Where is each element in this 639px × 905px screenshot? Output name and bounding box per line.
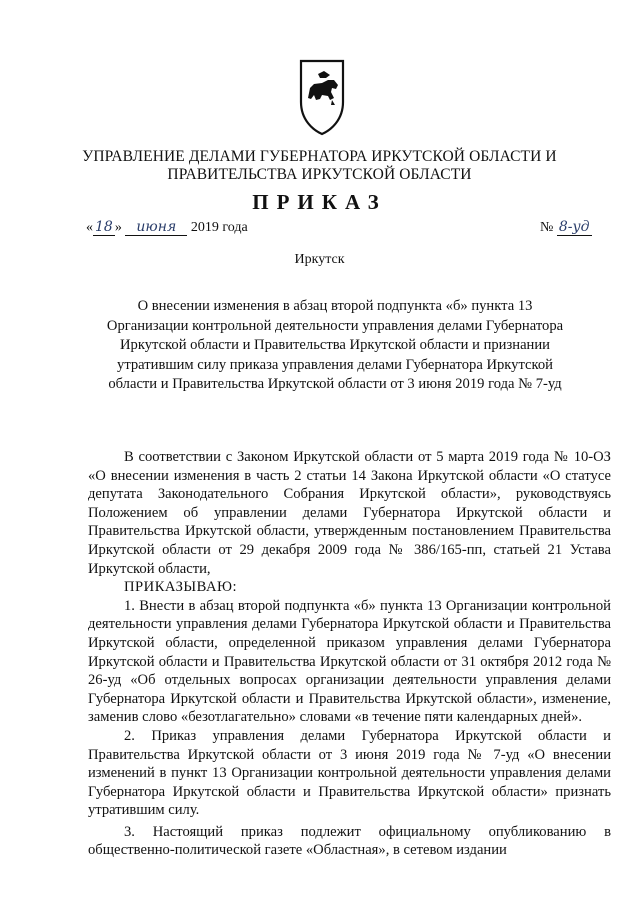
date-month: июня	[125, 219, 187, 236]
document-subject: О внесении изменения в абзац второй подпункта «б» пункта 13 Организации контрольной деятельности управления делами Губернатора Иркутской области и Правительства Иркутской области и признании утратившим силу приказа управления делами Губернатора Иркутской области и Правительства Иркутской области от 3 июня 2019 года № 7-уд	[106, 298, 564, 392]
document-type: ПРИКАЗ	[252, 190, 387, 214]
date-quote-open: «	[86, 220, 93, 235]
decree-word: ПРИКАЗЫВАЮ:	[124, 579, 238, 596]
date-day: 18	[95, 219, 113, 235]
document-city: Иркутск	[294, 252, 345, 267]
document-body	[88, 448, 611, 860]
coat-of-arms-icon	[298, 58, 346, 136]
document-number	[540, 219, 592, 236]
item-1-paragraph: 1. Внести в абзац второй подпункта «б» пункта 13 Организации контрольной деятельности управления делами Губернатора Иркутской области и Правительства Иркутской области, определенной приказом управления делами Губернатора Иркутской области и Правительства Иркутской области от 31 октября 2012 года № 26-уд «Об отдельных вопросах организации деятельности управления делами Губернатора Иркутской области и Правительства Иркутской области», изменение, заменив слово «безотлагательно» словами «в течение пяти календарных дней».	[88, 597, 611, 726]
issuing-agency: УПРАВЛЕНИЕ ДЕЛАМИ ГУБЕРНАТОРА ИРКУТСКОЙ ОБЛАСТИ И ПРАВИТЕЛЬСТВА ИРКУТСКОЙ ОБЛАСТИ	[82, 148, 557, 183]
number-prefix: №	[540, 220, 554, 235]
preamble-paragraph: В соответствии с Законом Иркутской области от 5 марта 2019 года № 10-ОЗ «О внесении изменения в часть 2 статьи 14 Закона Иркутской области «О статусе депутата Законодательного Собрания Иркутской области», руководствуясь Положением об управлении делами Губернатора Иркутской области и Правительства Иркутской области, утвержденным постановлением Правительства Иркутской области от 29 декабря 2009 года № 386/165-пп, статьей 21 Устава Иркутской области,	[88, 449, 611, 577]
document-date	[86, 219, 248, 236]
item-2-paragraph: 2. Приказ управления делами Губернатора Иркутской области и Правительства Иркутской области от 3 июня 2019 года № 7-уд «О внесении изменений в пункт 13 Организации контрольной деятельности управления делами Губернатора Иркутской области и Правительства Иркутской области» признать утратившим силу.	[88, 727, 611, 819]
date-year: 2019 года	[190, 220, 248, 235]
date-quote-close: »	[114, 220, 122, 235]
number-value: 8-уд	[558, 219, 590, 235]
item-3-paragraph: 3. Настоящий приказ подлежит официальному опубликованию в общественно-политической газете «Областная», в сетевом издании	[88, 823, 611, 859]
